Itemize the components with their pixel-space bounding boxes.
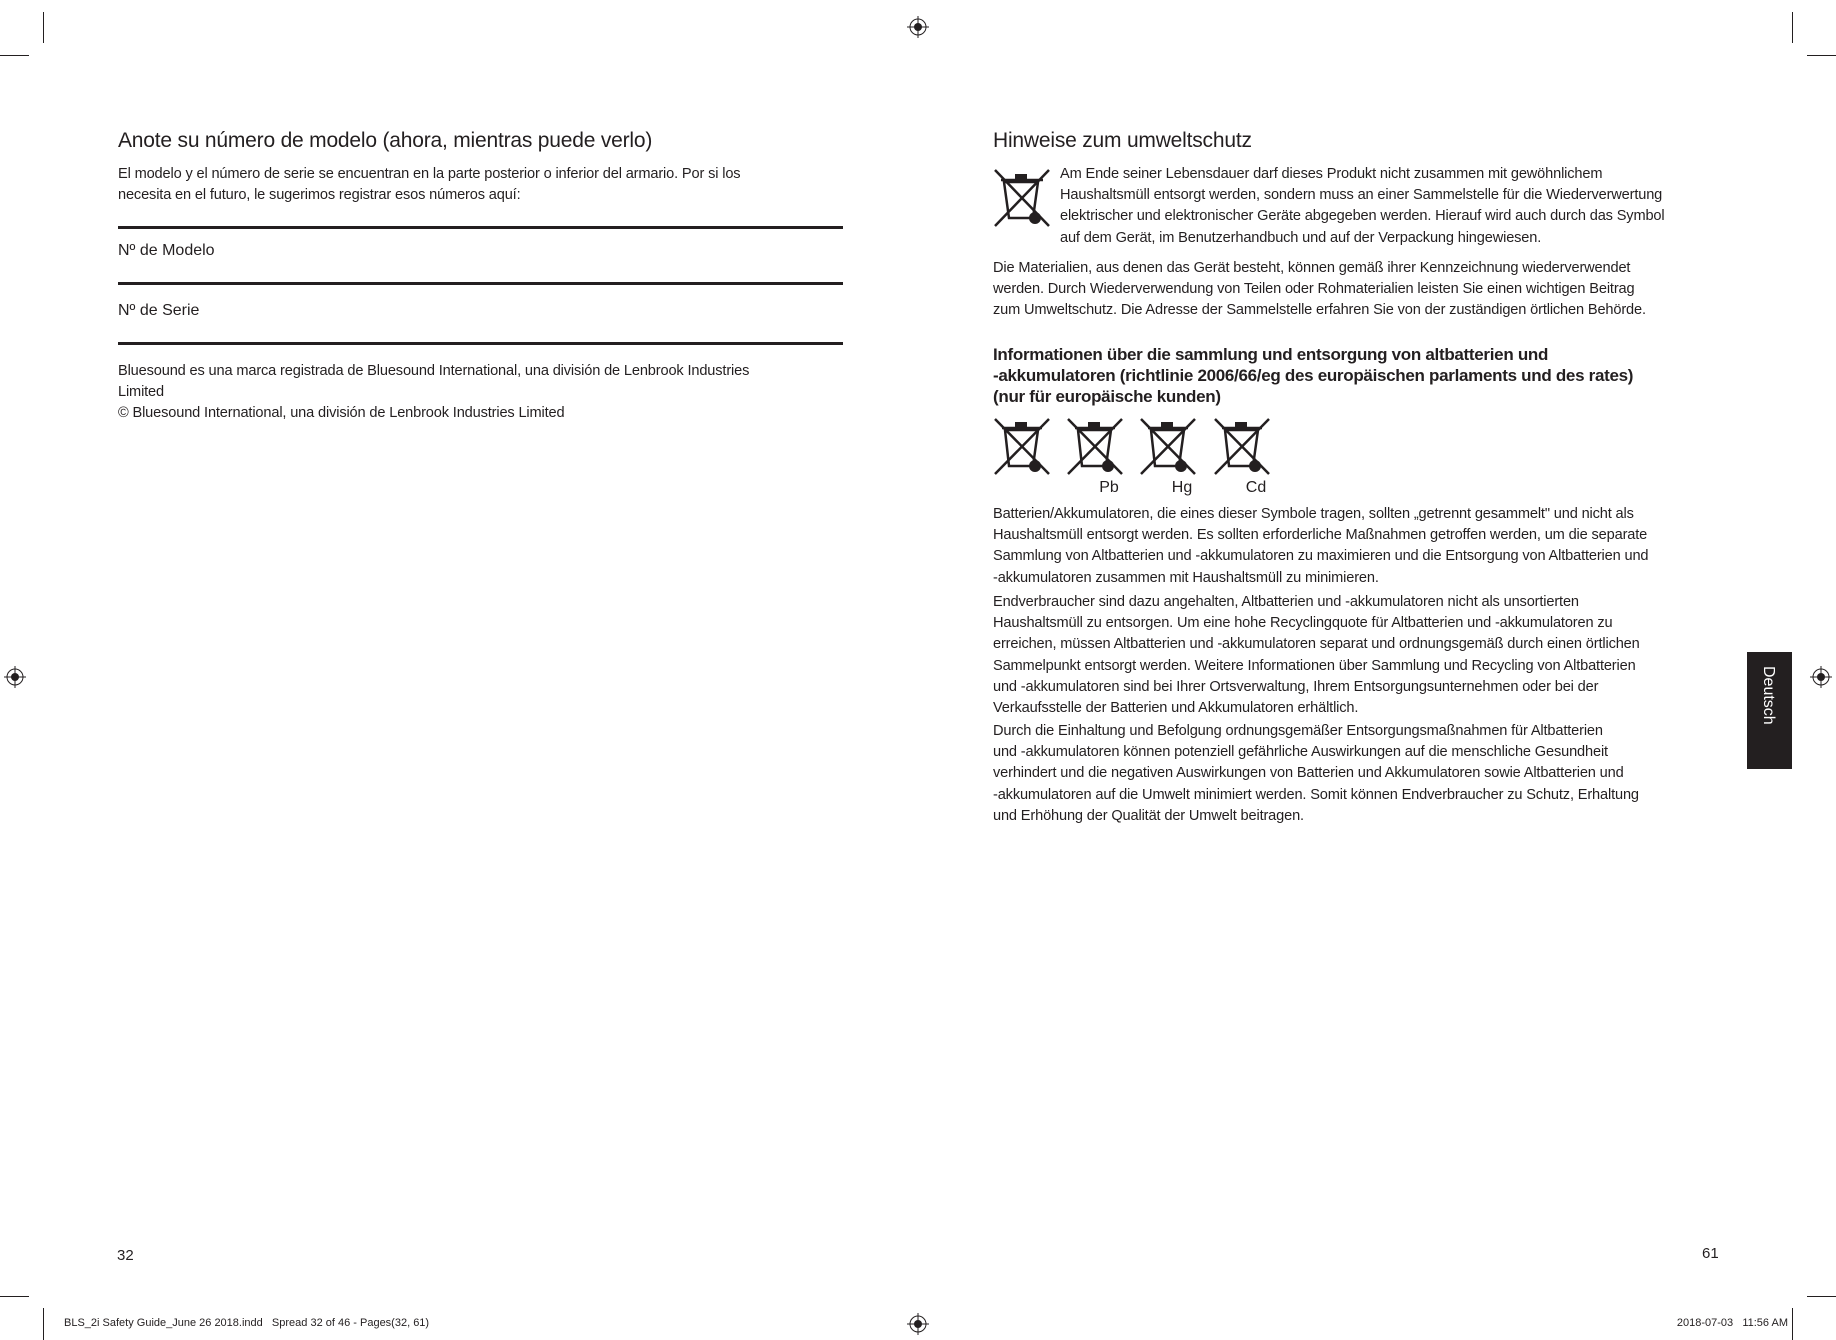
text-line: Haushaltsmüll entsorgt werden, sondern muss an einer Sammelstelle für die Wiederverwertung [1060, 187, 1663, 204]
text-line: erreichen, müssen Altbatterien und -akkumulatoren separat und ordnungsgemäß durch einen örtlichen [993, 636, 1640, 653]
crop-mark [0, 1296, 29, 1297]
text-line: Haushaltsmüll entsorgt werden. Es sollten erforderliche Maßnahmen getroffen werden, um die separate [993, 527, 1648, 544]
text-line: -akkumulatoren auf die Umwelt minimiert werden. Somit können Endverbraucher zu Schutz, Erhaltung [993, 786, 1639, 803]
page-number-left: 32 [117, 1247, 134, 1264]
text-line: werden. Durch Wiederverwendung von Teilen oder Rohmaterialien leisten Sie einen wichtigen Beitrag [993, 281, 1635, 298]
text-line: Limited [118, 384, 164, 401]
registration-mark-icon [4, 666, 26, 688]
battery-paragraph-2 [993, 592, 1640, 719]
battery-bin-symbol [1213, 416, 1285, 497]
intro-paragraph [118, 164, 740, 206]
crop-mark [43, 12, 44, 43]
registration-mark-icon [907, 16, 929, 38]
crop-mark [43, 1308, 44, 1340]
registration-mark-icon [1810, 666, 1832, 688]
serial-number-rule [118, 342, 843, 345]
crop-mark [1792, 12, 1793, 43]
text-line: Die Materialien, aus denen das Gerät besteht, können gemäß ihrer Kennzeichnung wiederverwendet [993, 260, 1631, 276]
battery-heading [993, 344, 1633, 407]
battery-symbol-label: Pb [1099, 479, 1119, 496]
weee-paragraph [1060, 164, 1665, 249]
slug-file-info: BLS_2i Safety Guide_June 26 2018.indd Spread 32 of 46 - Pages(32, 61) [64, 1317, 430, 1329]
battery-symbol-label: Cd [1245, 479, 1267, 496]
battery-bin-symbol [1066, 416, 1138, 497]
language-tab-label: Deutsch [1760, 666, 1777, 725]
crop-mark [1792, 1308, 1793, 1340]
model-number-rule [118, 282, 843, 285]
crossed-out-wheelie-bin-icon [1213, 416, 1271, 476]
text-line: © Bluesound International, una división de Lenbrook Industries Limited [118, 405, 565, 422]
text-line: Durch die Einhaltung und Befolgung ordnungsgemäßer Entsorgungsmaßnahmen für Altbatterien [993, 723, 1603, 739]
text-line: necesita en el futuro, le sugerimos registrar esos números aquí: [118, 187, 521, 204]
text-line: und -akkumulatoren können potenziell gefährliche Auswirkungen auf die menschliche Gesundheit [993, 744, 1608, 761]
text-line: Sammlung von Altbatterien und -akkumulatoren zu maximieren und die Entsorgung von Altbatterien und [993, 548, 1649, 565]
text-line: verhindert und die negativen Auswirkungen von Batterien und Akkumulatoren sowie Altbatterien und [993, 765, 1624, 782]
text-line: Haushaltsmüll zu entsorgen. Um eine hohe Recyclingquote für Altbatterien und -akkumulatoren zu [993, 615, 1613, 632]
text-line: auf dem Gerät, im Benutzerhandbuch und auf der Verpackung hingewiesen. [1060, 229, 1542, 246]
heading-line: (nur für europäische kunden) [993, 387, 1221, 406]
left-page-title: Anote su número de modelo (ahora, mientras puede verlo) [118, 129, 653, 152]
crossed-out-wheelie-bin-icon [1139, 416, 1197, 476]
right-page-title: Hinweise zum umweltschutz [993, 129, 1252, 152]
text-line: El modelo y el número de serie se encuentran en la parte posterior o inferior del armario. Por si los [118, 166, 741, 182]
crop-mark [1807, 55, 1836, 56]
registration-mark-icon [907, 1313, 929, 1335]
battery-paragraph-3 [993, 721, 1639, 827]
crossed-out-wheelie-bin-icon [993, 416, 1051, 476]
page-number-right: 61 [1702, 1245, 1719, 1262]
crossed-out-wheelie-bin-icon [1066, 416, 1124, 476]
text-line: Bluesound es una marca registrada de Bluesound International, una división de Lenbrook Industries [118, 363, 750, 379]
language-tab [1747, 652, 1792, 769]
text-line: Batterien/Akkumulatoren, die eines dieser Symbole tragen, sollten „getrennt gesammelt" und nicht als [993, 506, 1634, 522]
divider-rule [118, 226, 843, 229]
model-number-label: Nº de Modelo [118, 242, 215, 259]
heading-line: Informationen über die sammlung und entsorgung von altbatterien und [993, 345, 1549, 364]
materials-paragraph [993, 258, 1646, 322]
battery-symbol-label: Hg [1171, 479, 1193, 496]
text-line: Verkaufsstelle der Batterien und Akkumulatoren erhältlich. [993, 700, 1359, 717]
text-line: und -akkumulatoren sind bei Ihrer Ortsverwaltung, Ihrem Entsorgungsunternehmen oder bei der [993, 678, 1599, 695]
battery-bin-symbol [1139, 416, 1211, 497]
text-line: Am Ende seiner Lebensdauer darf dieses Produkt nicht zusammen mit gewöhnlichem [1060, 166, 1603, 182]
text-line: -akkumulatoren zusammen mit Haushaltsmüll zu minimieren. [993, 569, 1379, 586]
battery-bin-symbol [993, 416, 1065, 479]
text-line: Sammelpunkt entsorgt werden. Weitere Informationen über Sammlung und Recycling von Altbatterien [993, 657, 1636, 674]
battery-paragraph-1 [993, 504, 1648, 589]
weee-bin-icon [993, 166, 1051, 228]
crop-mark [1807, 1296, 1836, 1297]
text-line: elektrischer und elektronischer Geräte abgegeben werden. Hierauf wird auch durch das Symbol [1060, 208, 1665, 225]
crop-mark [0, 55, 29, 56]
serial-number-label: Nº de Serie [118, 302, 200, 319]
text-line: zum Umweltschutz. Die Adresse der Sammelstelle erfahren Sie von der zuständigen örtlichen Behörde. [993, 302, 1646, 319]
heading-line: -akkumulatoren (richtlinie 2006/66/eg des europäischen parlaments und des rates) [993, 366, 1634, 385]
slug-timestamp: 2018-07-03 11:56 AM [1676, 1317, 1788, 1329]
trademark-paragraph [118, 361, 749, 425]
text-line: Endverbraucher sind dazu angehalten, Altbatterien und -akkumulatoren nicht als unsortierten [993, 594, 1579, 610]
text-line: und Erhöhung der Qualität der Umwelt beitragen. [993, 807, 1304, 824]
